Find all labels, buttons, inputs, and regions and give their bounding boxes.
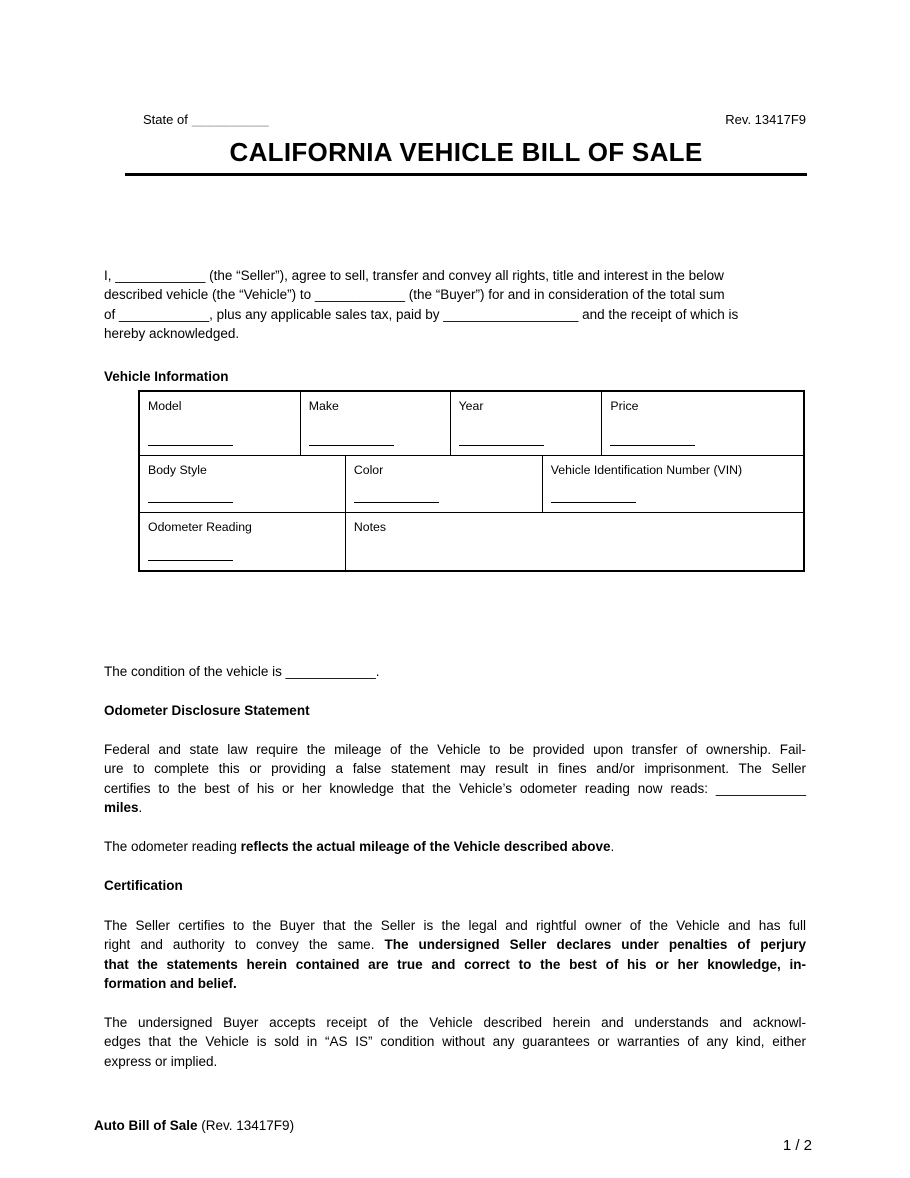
odometer-reflects-line <box>104 837 806 856</box>
footer-revision: (Rev. 13417F9) <box>197 1118 295 1133</box>
text-line: express or implied. <box>104 1053 218 1069</box>
vin-label: Vehicle Identification Number (VIN) <box>550 463 743 477</box>
text-line: described vehicle (the “Vehicle”) to ____________ (the “Buyer”) for and in consideration of the total sum <box>104 287 725 303</box>
text-line: formation and belief. <box>104 975 237 991</box>
color-blank-line <box>354 502 439 503</box>
title-rule <box>125 173 807 176</box>
revision-label: Rev. 13417F9 <box>725 112 806 127</box>
state-of-blank-line: __________ <box>191 112 270 127</box>
table-cell-year <box>450 392 602 455</box>
table-cell-color <box>345 456 542 512</box>
table-cell-price <box>601 392 803 455</box>
state-of-field <box>143 112 269 128</box>
table-row-3 <box>140 512 803 570</box>
model-label: Model <box>148 399 182 413</box>
section-heading-certification: Certification <box>104 878 183 893</box>
text-line: certifies to the best of his or her knowledge that the Vehicle’s odometer reading now reads: ____________ <box>104 780 806 796</box>
table-row-2 <box>140 455 803 512</box>
text-line: The condition of the vehicle is ____________. <box>104 664 380 679</box>
section-heading-vehicle-information: Vehicle Information <box>104 369 229 384</box>
table-cell-model <box>140 392 300 455</box>
intro-paragraph <box>104 266 806 343</box>
vin-blank-line <box>551 502 636 503</box>
text-line: that the statements herein contained are true and correct to the best of his or her knowledge, in- <box>104 956 806 972</box>
text-line: The undersigned Buyer accepts receipt of the Vehicle described herein and understands and acknowl- <box>104 1015 806 1030</box>
make-blank-line <box>309 445 394 446</box>
table-cell-vin <box>542 456 803 512</box>
table-cell-odometer-reading <box>140 513 345 570</box>
state-of-label: State of <box>143 112 188 127</box>
color-label: Color <box>353 463 384 477</box>
text-line: edges that the Vehicle is sold in “AS IS” condition without any guarantees or warranties of any kind, either <box>104 1034 806 1050</box>
price-label: Price <box>610 399 639 413</box>
condition-line <box>104 662 806 681</box>
odometer-disclosure-paragraph <box>104 740 806 817</box>
page-indicator: 1 / 2 <box>782 1137 812 1154</box>
text-line: The Seller certifies to the Buyer that the Seller is the legal and rightful owner of the Vehicle and has full <box>104 918 806 933</box>
body-style-blank-line <box>148 502 233 503</box>
table-cell-make <box>300 392 450 455</box>
footer-doc-name: Auto Bill of Sale <box>94 1118 198 1133</box>
table-cell-body-style <box>140 456 345 512</box>
seller-certification-paragraph <box>104 916 806 993</box>
year-label: Year <box>458 399 484 413</box>
document-title: CALIFORNIA VEHICLE BILL OF SALE <box>229 137 703 167</box>
text-line: miles. <box>104 799 143 815</box>
text-line: The odometer reading reflects the actual mileage of the Vehicle described above. <box>104 839 615 854</box>
text-line: Federal and state law require the mileage of the Vehicle to be provided upon transfer of ownership. Fail- <box>104 742 806 757</box>
document-header <box>143 112 806 128</box>
notes-label: Notes <box>353 520 386 534</box>
text-line: of ____________, plus any applicable sales tax, paid by __________________ and the receipt of which is <box>104 306 739 322</box>
section-heading-odometer-disclosure: Odometer Disclosure Statement <box>104 703 310 718</box>
text-line: hereby acknowledged. <box>104 325 240 341</box>
year-blank-line <box>459 445 544 446</box>
odometer-reading-label: Odometer Reading <box>148 520 252 534</box>
buyer-acknowledgment-paragraph <box>104 1013 806 1071</box>
document-footer <box>94 1116 294 1135</box>
vehicle-info-table <box>138 390 805 572</box>
text-line: right and authority to convey the same. The undersigned Seller declares under penalties of perjury <box>104 937 806 953</box>
price-blank-line <box>610 445 695 446</box>
odometer-reading-blank-line <box>148 560 233 561</box>
text-line: I, ____________ (the “Seller”), agree to sell, transfer and convey all rights, title and interest in the below <box>104 268 724 283</box>
make-label: Make <box>308 399 339 413</box>
table-cell-notes <box>345 513 803 570</box>
text-line: ure to complete this or providing a false statement may result in fines and/or imprisonment. The Seller <box>104 761 806 777</box>
body-style-label: Body Style <box>148 463 207 477</box>
model-blank-line <box>148 445 233 446</box>
table-row-1 <box>140 392 803 455</box>
